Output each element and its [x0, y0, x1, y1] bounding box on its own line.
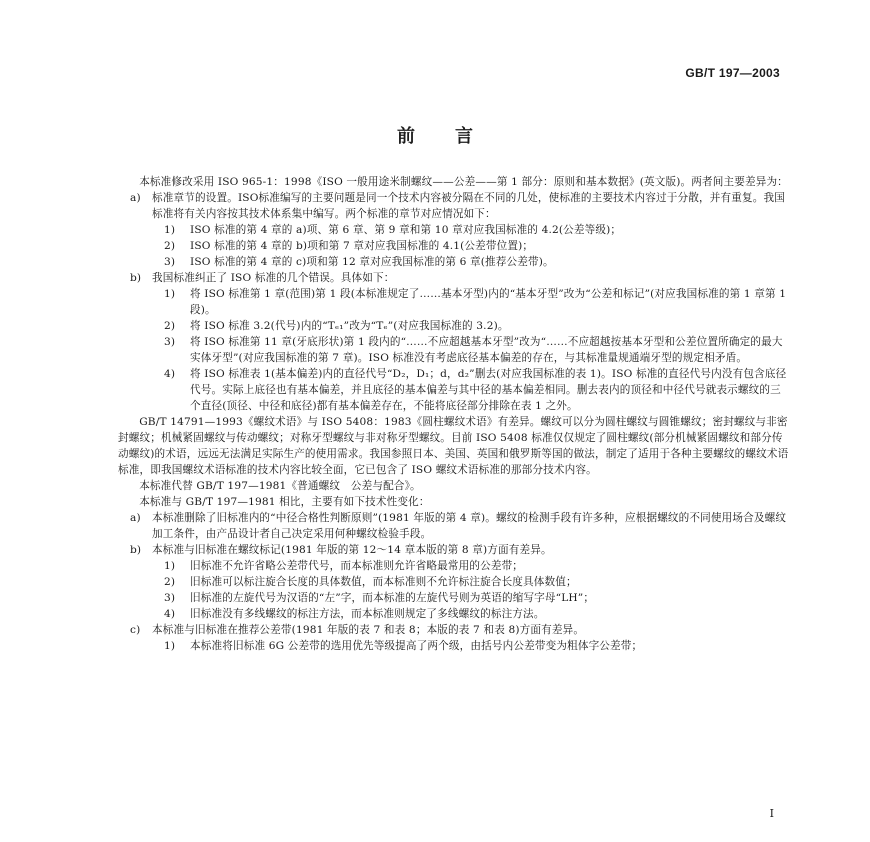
list-marker: 2): [164, 576, 176, 588]
sub-list-item: [118, 558, 790, 574]
list-marker: b): [130, 272, 142, 284]
list-item: [118, 622, 790, 638]
sub-list-item: [118, 254, 790, 270]
sub-list-item: [118, 222, 790, 238]
list-item: [118, 190, 790, 222]
list-marker: c): [130, 624, 141, 636]
list-text: ISO 标准的第 4 章的 b)项和第 7 章对应我国标准的 4.1(公差带位置)；: [190, 240, 534, 252]
sub-list-item: [118, 638, 790, 654]
sub-list-item: [118, 286, 790, 318]
list-text: 旧标准没有多线螺纹的标注方法，而本标准则规定了多线螺纹的标注方法。: [190, 608, 545, 620]
list-marker: 4): [164, 368, 176, 380]
list-marker: 4): [164, 608, 176, 620]
list-text: 标准章节的设置。ISO标准编写的主要问题是同一个技术内容被分隔在不同的几处，使标准的主要技术内容过于分散，并有重复。我国标准将有关内容按其技术体系集中编写。两个标准的章节对应情况如下：: [152, 192, 785, 220]
sub-list-item: [118, 238, 790, 254]
list-text: 将 ISO 标准表 1(基本偏差)内的直径代号“D₂，D₁；d，d₂”删去(对应我国标准的表 1)。ISO 标准的直径代号内没有包含底径代号。实际上底径也有基本偏差，并且底径的基本偏差与其中径的基本偏差相同。删去表内的顶径和中径代号就表示螺纹的三个直径(顶径、中径和底径)都有基本偏差存在，不能将底径部分排除在表 1 之外。: [190, 368, 787, 412]
list-marker: 3): [164, 592, 176, 604]
section-title: 前言: [397, 126, 513, 147]
sub-list-item: [118, 606, 790, 622]
list-text: 将 ISO 标准 3.2(代号)内的“Tₑ₁”改为“Tₑ”(对应我国标准的 3.2)。: [190, 320, 509, 332]
list-item: [118, 510, 790, 542]
list-text: 旧标准可以标注旋合长度的具体数值，而本标准则不允许标注旋合长度具体数值；: [190, 576, 577, 588]
sub-list-item: [118, 590, 790, 606]
paragraph-terminology: GB/T 14791—1993《螺纹术语》与 ISO 5408：1983《圆柱螺纹术语》有差异。螺纹可以分为圆柱螺纹与圆锥螺纹；密封螺纹与非密封螺纹；机械紧固螺纹与传动螺纹；对称牙型螺纹与非对称牙型螺纹。目前 ISO 5408 标准仅仅规定了圆柱螺纹(部分机械紧固螺纹和部分传动螺纹)的术语，远远无法满足实际生产的使用需求。我国参照日本、美国、英国和俄罗斯等国的做法，制定了适用于各种主要螺纹的螺纹术语标准，即我国螺纹术语标准的技术内容比较全面，它已包含了 ISO 螺纹术语标准的那部分技术内容。: [118, 416, 789, 476]
list-marker: a): [130, 512, 141, 524]
list-marker: 2): [164, 320, 176, 332]
document-body: [118, 174, 790, 654]
sub-list-item: [118, 334, 790, 366]
list-item: [118, 270, 790, 286]
page-number: I: [769, 807, 774, 820]
paragraph-intro: 本标准修改采用 ISO 965-1：1998《ISO 一般用途米制螺纹——公差——第 1 部分：原则和基本数据》(英文版)。两者间主要差异为：: [139, 176, 788, 188]
list-marker: 3): [164, 256, 176, 268]
list-marker: a): [130, 192, 141, 204]
list-text: ISO 标准的第 4 章的 c)项和第 12 章对应我国标准的第 6 章(推荐公差带)。: [190, 256, 554, 268]
list-text: 将 ISO 标准第 1 章(范围)第 1 段(本标准规定了……基本牙型)内的“基本牙型”改为“公差和标记”(对应我国标准的第 1 章第 1 段)。: [190, 288, 787, 316]
list-text: 本标准删除了旧标准内的“中径合格性判断原则”(1981 年版的第 4 章)。螺纹的检测手段有许多种，应根据螺纹的不同使用场合及螺纹加工条件，由产品设计者自己决定采用何种螺纹检验手段。: [152, 512, 787, 540]
list-marker: b): [130, 544, 142, 556]
sub-list-item: [118, 574, 790, 590]
paragraph-changes: 本标准与 GB/T 197—1981 相比，主要有如下技术性变化：: [139, 496, 430, 508]
list-text: 本标准将旧标准 6G 公差带的选用优先等级提高了两个级，由括号内公差带变为粗体字公差带；: [190, 640, 643, 652]
list-text: 将 ISO 标准第 11 章(牙底形状)第 1 段内的“……不应超越基本牙型”改为“……不应超越按基本牙型和公差位置所确定的最大实体牙型”(对应我国标准的第 7 章)。ISO 标准没有考虑底径基本偏差的存在，与其标准量规通端牙型的规定相矛盾。: [190, 336, 783, 364]
list-text: 本标准与旧标准在推荐公差带(1981 年版的表 7 和表 8；本版的表 7 和表 8)方面有差异。: [152, 624, 585, 636]
list-marker: 1): [164, 288, 176, 300]
sub-list-item: [118, 366, 790, 414]
list-item: [118, 542, 790, 558]
document-id: GB/T 197—2003: [685, 66, 780, 80]
list-marker: 1): [164, 224, 176, 236]
list-text: ISO 标准的第 4 章的 a)项、第 6 章、第 9 章和第 10 章对应我国标准的 4.2(公差等级)；: [190, 224, 622, 236]
sub-list-item: [118, 318, 790, 334]
list-text: 旧标准的左旋代号为汉语的“左”字，而本标准的左旋代号则为英语的缩写字母“LH”；: [190, 592, 595, 604]
list-text: 本标准与旧标准在螺纹标记(1981 年版的第 12～14 章本版的第 8 章)方面有差异。: [152, 544, 552, 556]
list-marker: 2): [164, 240, 176, 252]
list-marker: 1): [164, 640, 176, 652]
list-marker: 3): [164, 336, 176, 348]
list-text: 我国标准纠正了 ISO 标准的几个错误。具体如下：: [152, 272, 395, 284]
list-text: 旧标准不允许省略公差带代号，而本标准则允许省略最常用的公差带；: [190, 560, 524, 572]
paragraph-replaces: 本标准代替 GB/T 197—1981《普通螺纹 公差与配合》。: [139, 480, 421, 492]
list-marker: 1): [164, 560, 176, 572]
